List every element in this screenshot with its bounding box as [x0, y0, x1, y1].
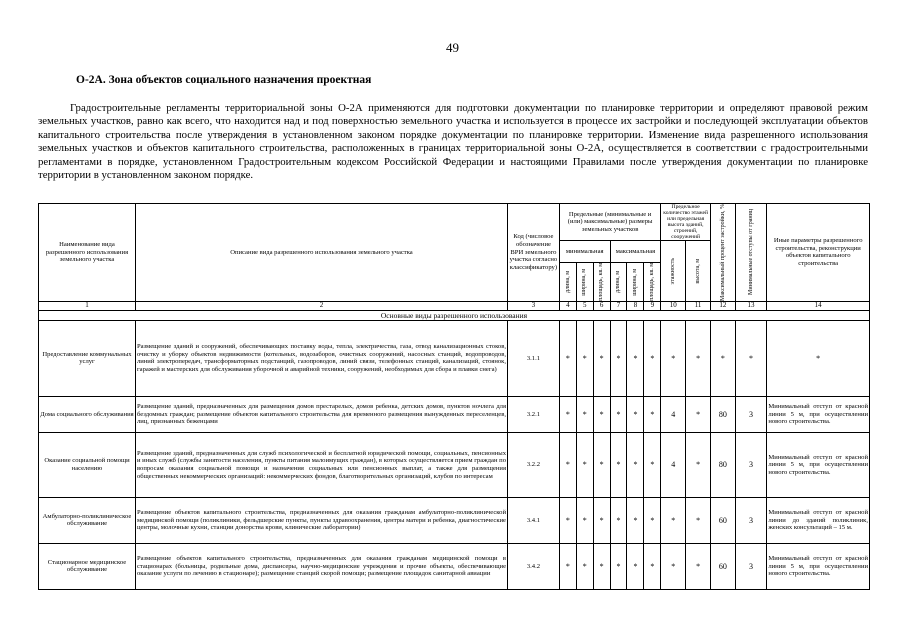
param-value-cell: 80 — [710, 396, 735, 432]
param-value-cell: * — [576, 432, 593, 497]
section-row — [39, 310, 870, 320]
use-code-cell: 3.1.1 — [508, 320, 560, 396]
param-value-cell: * — [559, 497, 576, 543]
col-number: 6 — [593, 301, 610, 310]
param-value-cell: 3 — [735, 396, 767, 432]
col-number: 3 — [508, 301, 560, 310]
param-value-cell: * — [559, 320, 576, 396]
section-heading: О-2А. Зона объектов социального назначения проектная — [76, 74, 372, 86]
use-description-cell: Размещение зданий и сооружений, обеспечивающих поставку воды, тепла, электричества, газа, отвод канализационных стоков, очистку и уборку объектов недвижимости (котельных, водозаборов, очистных сооружений, насосных станций, водопроводов, линий электропередач, трансформаторных подстанций, газопроводов, линий связи, телефонных станций, канализаций, стоянок, гаражей и мастерских для обслуживания уборочной и аварийной техники, сооружений, необходимых для сбора и плавки снега) — [135, 320, 507, 396]
use-code-cell: 3.2.2 — [508, 432, 560, 497]
table-row — [39, 497, 870, 543]
table-row — [39, 396, 870, 432]
param-value-cell: * — [627, 396, 644, 432]
header-min-group: минимальная — [559, 241, 610, 263]
param-value-cell: * — [627, 497, 644, 543]
param-value-cell: * — [686, 497, 711, 543]
header-floors-group: Предельное количество этажей или предельная высота зданий, строений, сооружений — [661, 204, 711, 241]
param-value-cell: * — [735, 320, 767, 396]
header-floors: этажность — [661, 241, 686, 302]
param-value-cell: 3 — [735, 543, 767, 589]
param-value-cell: * — [593, 320, 610, 396]
param-value-cell: * — [644, 320, 661, 396]
other-params-cell: Минимальный отступ от красной линии 5 м, при осуществлении нового строительства. — [767, 396, 870, 432]
param-value-cell: * — [644, 432, 661, 497]
param-value-cell: 60 — [710, 543, 735, 589]
col-number: 2 — [135, 301, 507, 310]
param-value-cell: * — [576, 543, 593, 589]
other-params-cell: * — [767, 320, 870, 396]
header-max-area: площадь, кв. м — [644, 263, 661, 302]
other-params-cell: Минимальный отступ от красной линии 5 м, при осуществлении нового строительства. — [767, 432, 870, 497]
param-value-cell: * — [593, 396, 610, 432]
param-value-cell: * — [593, 497, 610, 543]
intro-paragraph: Градостроительные регламенты территориальной зоны О-2А применяются для подготовки документации по планировке территории и определяют правовой режим земельных участков, равно как всего, что находится над и под поверхностью земельного участка и используется в процессе их застройки и последующей эксплуатации объектов капитального строительства после утверждения в установленном законом порядке документации по планировке территории. Изменение вида разрешенного использования земельных участков и объектов капитального строительства, расположенных в границах территориальной зоны О-2А, осуществляется в соответствии с градостроительными регламентами в порядке, установленном Градостроительным кодексом Российской Федерации и настоящими Правилами после утверждения документации по планировке территории в установленном законом порядке. — [38, 102, 868, 182]
col-number: 7 — [610, 301, 627, 310]
header-min-length: длина, м — [559, 263, 576, 302]
param-value-cell: * — [686, 543, 711, 589]
param-value-cell: * — [644, 543, 661, 589]
use-description-cell: Размещение объектов капитального строительства, предназначенных для оказания гражданам амбулаторно-поликлинической медицинской помощи (поликлиники, фельдшерские пункты, пункты здравоохранения, центры матери и ребенка, диагностические центры, молочные кухни, станции донорства крови, клинические лаборатории) — [135, 497, 507, 543]
param-value-cell: * — [610, 396, 627, 432]
use-name-cell: Оказание социальной помощи населению — [39, 432, 136, 497]
table-row — [39, 432, 870, 497]
col-number: 14 — [767, 301, 870, 310]
param-value-cell: * — [610, 320, 627, 396]
param-value-cell: * — [686, 396, 711, 432]
param-value-cell: * — [661, 497, 686, 543]
column-number-row — [39, 301, 870, 310]
header-size-group: Предельные (минимальные и (или) максимальные) размеры земельных участков — [559, 204, 661, 241]
header-max-width: ширина, м — [627, 263, 644, 302]
use-code-cell: 3.2.1 — [508, 396, 560, 432]
use-code-cell: 3.4.1 — [508, 497, 560, 543]
header-max-group: максимальная — [610, 241, 661, 263]
param-value-cell: 3 — [735, 497, 767, 543]
use-name-cell: Предоставление коммунальных услуг — [39, 320, 136, 396]
param-value-cell: * — [559, 543, 576, 589]
param-value-cell: 4 — [661, 396, 686, 432]
col-number: 12 — [710, 301, 735, 310]
use-name-cell: Дома социального обслуживания — [39, 396, 136, 432]
param-value-cell: * — [627, 432, 644, 497]
param-value-cell: * — [686, 320, 711, 396]
param-value-cell: * — [610, 497, 627, 543]
other-params-cell: Минимальный отступ от красной линии 5 м, при осуществлении нового строительства. — [767, 543, 870, 589]
header-other: Иные параметры разрешенного строительства, реконструкции объектов капитального строительства — [767, 204, 870, 302]
param-value-cell: * — [610, 543, 627, 589]
param-value-cell: * — [559, 432, 576, 497]
param-value-cell: * — [644, 396, 661, 432]
use-description-cell: Размещение объектов капитального строительства, предназначенных для оказания гражданам медицинской помощи в стационарах (больницы, родильные дома, диспансеры, научно-медицинские учреждения и прочие объекты, обеспечивающие оказание услуги по лечению в стационаре); размещение станций скорой помощи; размещение площадок санитарной авиации — [135, 543, 507, 589]
col-number: 9 — [644, 301, 661, 310]
col-number: 1 — [39, 301, 136, 310]
col-number: 4 — [559, 301, 576, 310]
section-title: Основные виды разрешенного использования — [39, 310, 870, 320]
table-row — [39, 543, 870, 589]
header-min-width: ширина, м — [576, 263, 593, 302]
use-code-cell: 3.4.2 — [508, 543, 560, 589]
regulations-table — [38, 203, 870, 590]
param-value-cell: 4 — [661, 432, 686, 497]
param-value-cell: * — [710, 320, 735, 396]
param-value-cell: * — [559, 396, 576, 432]
header-setbacks: Минимальные отступы от границ — [735, 204, 767, 302]
use-name-cell: Стационарное медицинское обслуживание — [39, 543, 136, 589]
param-value-cell: 80 — [710, 432, 735, 497]
param-value-cell: * — [627, 543, 644, 589]
header-code: Код (числовое обозначение ВРИ земельного участка согласно классификатору) — [508, 204, 560, 302]
use-name-cell: Амбулаторно-поликлиническое обслуживание — [39, 497, 136, 543]
other-params-cell: Минимальный отступ от красной линии до зданий поликлиник, женских консультаций – 15 м. — [767, 497, 870, 543]
use-description-cell: Размещение зданий, предназначенных для размещения домов престарелых, домов ребенка, детских домов, пунктов ночлега для бездомных граждан; размещение объектов капитального строительства для временного размещения вынужденных переселенцев, лиц, признанных беженцами — [135, 396, 507, 432]
page-number: 49 — [446, 40, 459, 55]
param-value-cell: 60 — [710, 497, 735, 543]
col-number: 8 — [627, 301, 644, 310]
header-height: высота, м — [686, 241, 711, 302]
param-value-cell: * — [661, 543, 686, 589]
param-value-cell: * — [661, 320, 686, 396]
header-description: Описание вида разрешенного использования земельного участка — [135, 204, 507, 302]
param-value-cell: * — [576, 497, 593, 543]
col-number: 11 — [686, 301, 711, 310]
param-value-cell: * — [686, 432, 711, 497]
param-value-cell: * — [644, 497, 661, 543]
param-value-cell: 3 — [735, 432, 767, 497]
param-value-cell: * — [610, 432, 627, 497]
header-name: Наименование вида разрешенного использования земельного участка — [39, 204, 136, 302]
param-value-cell: * — [593, 543, 610, 589]
header-coverage: Максимальный процент застройки, % — [710, 204, 735, 302]
col-number: 13 — [735, 301, 767, 310]
use-description-cell: Размещение зданий, предназначенных для служб психологической и бесплатной юридической помощи, социальных, пенсионных и иных служб (службы занятости населения, пункты питания малоимущих граждан), в которых осуществляется прием граждан по вопросам оказания социальной помощи и назначения социальных или пенсионных выплат, а также для размещения общественных некоммерческих организаций: некоммерческих фондов, благотворительных организаций, клубов по интересам — [135, 432, 507, 497]
header-max-length: длина, м — [610, 263, 627, 302]
param-value-cell: * — [576, 320, 593, 396]
col-number: 10 — [661, 301, 686, 310]
col-number: 5 — [576, 301, 593, 310]
header-min-area: площадь, кв. м — [593, 263, 610, 302]
param-value-cell: * — [627, 320, 644, 396]
table-row — [39, 320, 870, 396]
param-value-cell: * — [576, 396, 593, 432]
param-value-cell: * — [593, 432, 610, 497]
